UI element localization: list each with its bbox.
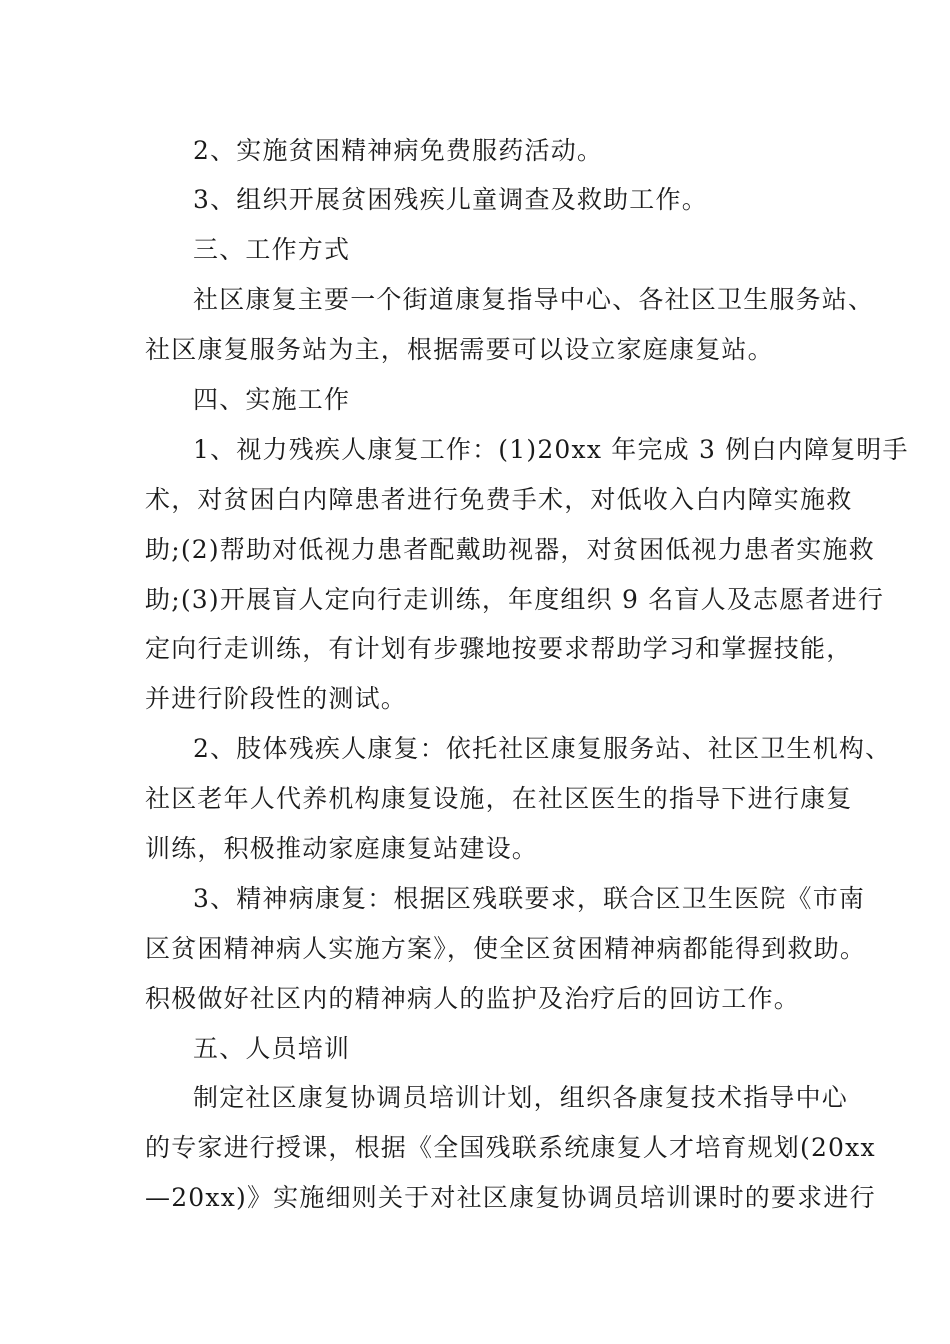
paragraph-line: 定向行走训练，有计划有步骤地按要求帮助学习和掌握技能， <box>145 634 853 663</box>
paragraph-line: 社区康复服务站为主，根据需要可以设立家庭康复站。 <box>145 335 774 364</box>
section-heading-3: 三、工作方式 <box>193 235 351 264</box>
paragraph-line: 术，对贫困白内障患者进行免费手术，对低收入白内障实施救 <box>145 485 853 514</box>
paragraph-line: 训练，积极推动家庭康复站建设。 <box>145 834 539 863</box>
section-heading-5: 五、人员培训 <box>193 1034 351 1063</box>
list-item-3: 3、组织开展贫困残疾儿童调查及救助工作。 <box>193 185 708 214</box>
paragraph-line: 制定社区康复协调员培训计划，组织各康复技术指导中心 <box>193 1083 849 1112</box>
paragraph-line: 区贫困精神病人实施方案》，使全区贫困精神病都能得到救助。 <box>145 934 867 963</box>
paragraph-line: 3、精神病康复：根据区残联要求，联合区卫生医院《市南 <box>193 884 866 913</box>
paragraph-line: 助;(3)开展盲人定向行走训练，年度组织 9 名盲人及志愿者进行 <box>145 585 885 614</box>
paragraph-line: —20xx)》实施细则关于对社区康复协调员培训课时的要求进行 <box>145 1183 876 1212</box>
paragraph-line: 助;(2)帮助对低视力患者配戴助视器，对贫困低视力患者实施救 <box>145 535 875 564</box>
paragraph-line: 的专家进行授课，根据《全国残联系统康复人才培育规划(20xx <box>145 1133 876 1162</box>
paragraph-line: 并进行阶段性的测试。 <box>145 684 408 713</box>
paragraph-line: 1、视力残疾人康复工作：(1)20xx 年完成 3 例白内障复明手 <box>193 435 909 464</box>
paragraph-line: 社区老年人代养机构康复设施，在社区医生的指导下进行康复 <box>145 784 853 813</box>
section-heading-4: 四、实施工作 <box>193 385 351 414</box>
paragraph-line: 积极做好社区内的精神病人的监护及治疗后的回访工作。 <box>145 984 801 1013</box>
list-item-2: 2、实施贫困精神病免费服药活动。 <box>193 136 604 165</box>
paragraph-line: 社区康复主要一个街道康复指导中心、各社区卫生服务站、 <box>193 285 875 314</box>
paragraph-line: 2、肢体残疾人康复：依托社区康复服务站、社区卫生机构、 <box>193 734 892 763</box>
